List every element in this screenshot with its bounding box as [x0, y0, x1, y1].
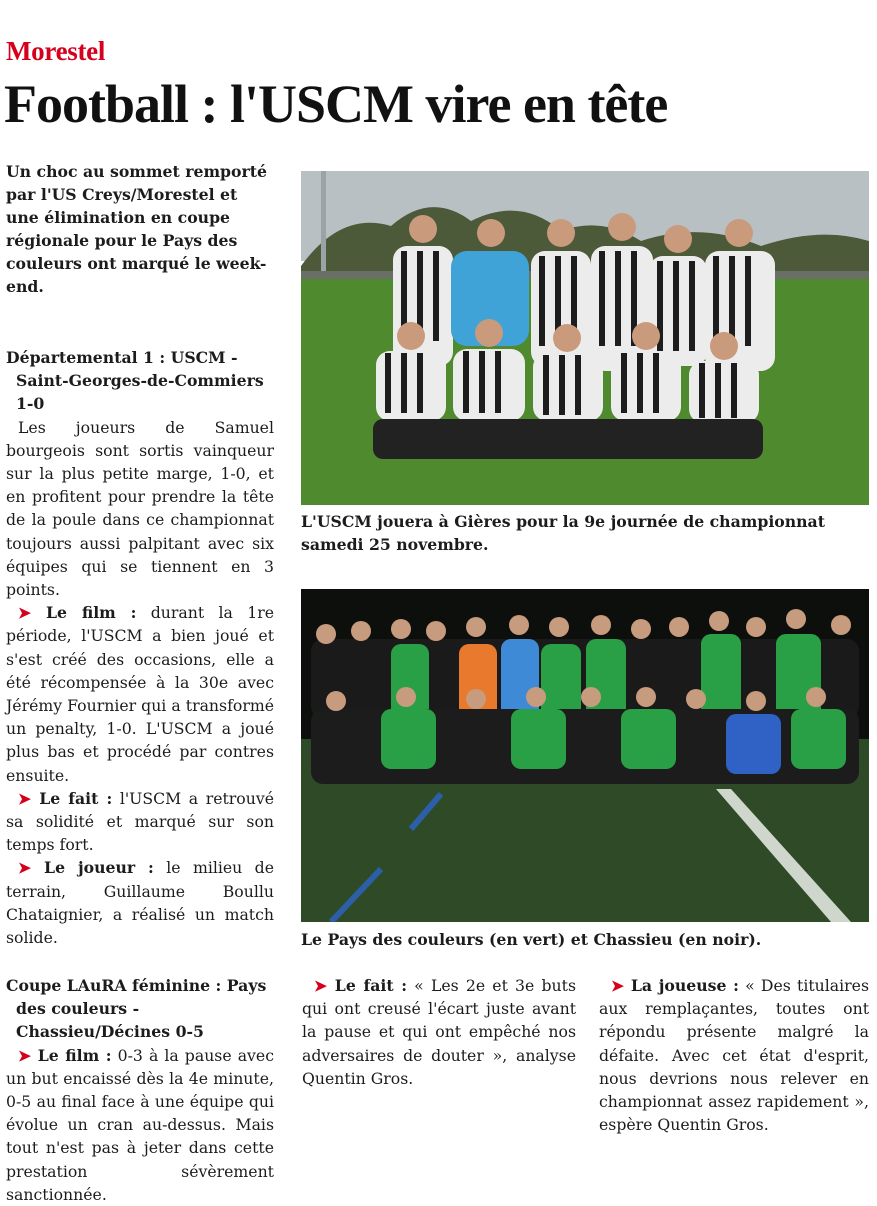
section2-fait [302, 974, 576, 1090]
section1-subhead: Départemental 1 : USCM - Saint-Georges-de-Commiers 1-0 [6, 348, 264, 414]
fait-text: « Les 2e et 3e buts qui ont creusé l'écart juste avant la pause et qui ont empêché nos adversaires de douter », analyse Quentin Gros. [302, 976, 576, 1088]
fait-text: l'USCM a retrouvé sa solidité et marqué sur son temps fort. [6, 788, 274, 855]
kicker: Morestel [6, 36, 106, 66]
section2-film [6, 1044, 274, 1206]
bottom-middle-column [302, 974, 576, 1090]
section1-film [6, 601, 274, 787]
section2-subhead: Coupe LAuRA féminine : Pays des couleurs - Chassieu/Décines 0-5 [6, 976, 267, 1042]
bottom-right-column [599, 974, 869, 1136]
section1-fait [6, 787, 274, 857]
fait-label: Le fait : [334, 976, 408, 995]
joueuse-label: La joueuse : [630, 976, 739, 995]
left-column [6, 160, 274, 949]
arrow-icon: ➤ [18, 603, 46, 623]
fait-label: Le fait : [39, 788, 113, 808]
lead-paragraph: Un choc au sommet remporté par l'US Creys/Morestel et une élimination en coupe régionale pour le Pays des couleurs ont marqué le week-end. [6, 162, 267, 296]
photo2-caption: Le Pays des couleurs (en vert) et Chassieu (en noir). [301, 930, 762, 949]
arrow-icon: ➤ [18, 858, 45, 878]
joueur-label: Le joueur : [44, 858, 154, 878]
film-label: Le film : [45, 603, 137, 623]
arrow-icon: ➤ [314, 976, 335, 995]
team-photo-pays-des-couleurs [301, 589, 869, 922]
photo1-caption: L'USCM jouera à Gières pour la 9e journée de championnat samedi 25 novembre. [301, 512, 825, 554]
section2-joueuse [599, 974, 869, 1136]
section1-intro: Les joueurs de Samuel bourgeois sont sortis vainqueur sur la plus petite marge, 1-0, et en profitent pour prendre la tête de la poule dans ce championnat toujours aussi palpitant avec six équipes qui se tiennent en 3 points. [6, 417, 274, 600]
arrow-icon: ➤ [18, 1045, 38, 1065]
team-photo-uscm [301, 171, 869, 505]
arrow-icon: ➤ [18, 788, 40, 808]
film-label: Le film : [37, 1045, 112, 1065]
bottom-left-column [6, 974, 274, 1206]
headline: Football : l'USCM vire en tête [4, 74, 668, 134]
section1-joueur [6, 856, 274, 949]
joueur-text: le milieu de terrain, Guillaume Boullu Chataignier, a réalisé un match solide. [6, 858, 275, 948]
arrow-icon: ➤ [611, 976, 631, 995]
joueuse-text: « Des titulaires aux remplaçantes, toutes ont répondu présente malgré la défaite. Avec cet état d'esprit, nous devrions nous relever en championnat assez rapidement », espère Quentin Gros. [599, 976, 869, 1135]
film-text: durant la 1re période, l'USCM a bien joué et s'est créé des occasions, elle a été récompensée à la 30e avec Jérémy Fournier qui a transformé un penalty, 1-0. L'USCM a joué plus bas et procédé par contres ensuite. [6, 603, 274, 785]
film-text: 0-3 à la pause avec un but encaissé dès la 4e minute, 0-5 au final face à une équipe qui évolue un cran au-dessus. Mais tout n'est pas à jeter dans cette prestation sévèrement sanctionnée. [6, 1045, 274, 1204]
